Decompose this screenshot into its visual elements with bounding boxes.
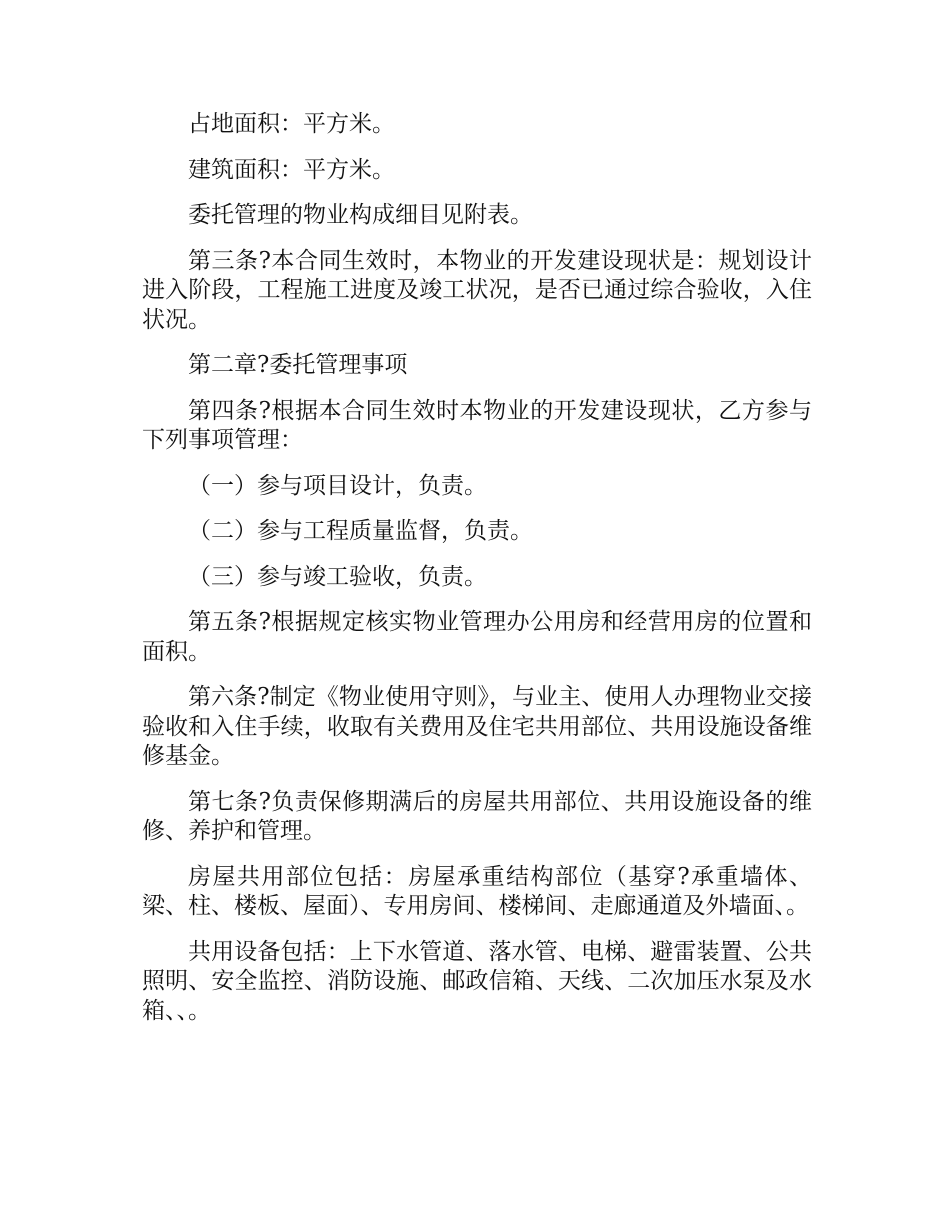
- list-item-1: （一）参与项目设计，负责。: [188, 472, 487, 499]
- paragraph-article-4: 第四条?根据本合同生效时本物业的开发建设现状，乙方参与下列事项管理：: [142, 397, 812, 453]
- chapter-heading-2: 第二章?委托管理事项: [188, 352, 408, 378]
- paragraph-property-details: 委托管理的物业构成细目见附表。: [188, 202, 533, 228]
- paragraph-shared-equipment: 共用设备包括：上下水管道、落水管、电梯、避雷装置、公共照明、安全监控、消防设施、邮政信箱、天线、二次加压水泵及水箱、、。: [142, 938, 812, 1024]
- paragraph-land-area: 占地面积：平方米。: [188, 111, 395, 137]
- paragraph-article-6: 第六条?制定《物业使用守则》，与业主、使用人办理物业交接验收和入住手续，收取有关费用及住宅共用部位、共用设施设备维修基金。: [142, 684, 812, 769]
- list-item-2: （二）参与工程质量监督，负责。: [188, 518, 533, 544]
- paragraph-shared-parts: 房屋共用部位包括：房屋承重结构部位（基穿?承重墙体、梁、柱、楼板、屋面）、专用房间、楼梯间、走廊通道及外墙面、。: [142, 863, 812, 919]
- paragraph-article-3: 第三条?本合同生效时，本物业的开发建设现状是：规划设计进入阶段，工程施工进度及竣工状况，是否已通过综合验收，入住状况。: [142, 247, 812, 333]
- paragraph-article-7: 第七条?负责保修期满后的房屋共用部位、共用设施设备的维修、养护和管理。: [142, 788, 812, 844]
- list-item-3: （三）参与竣工验收，负责。: [188, 563, 487, 590]
- document-body: [142, 110, 812, 1042]
- paragraph-article-5: 第五条?根据规定核实物业管理办公用房和经营用房的位置和面积。: [142, 609, 812, 665]
- paragraph-building-area: 建筑面积：平方米。: [188, 156, 395, 183]
